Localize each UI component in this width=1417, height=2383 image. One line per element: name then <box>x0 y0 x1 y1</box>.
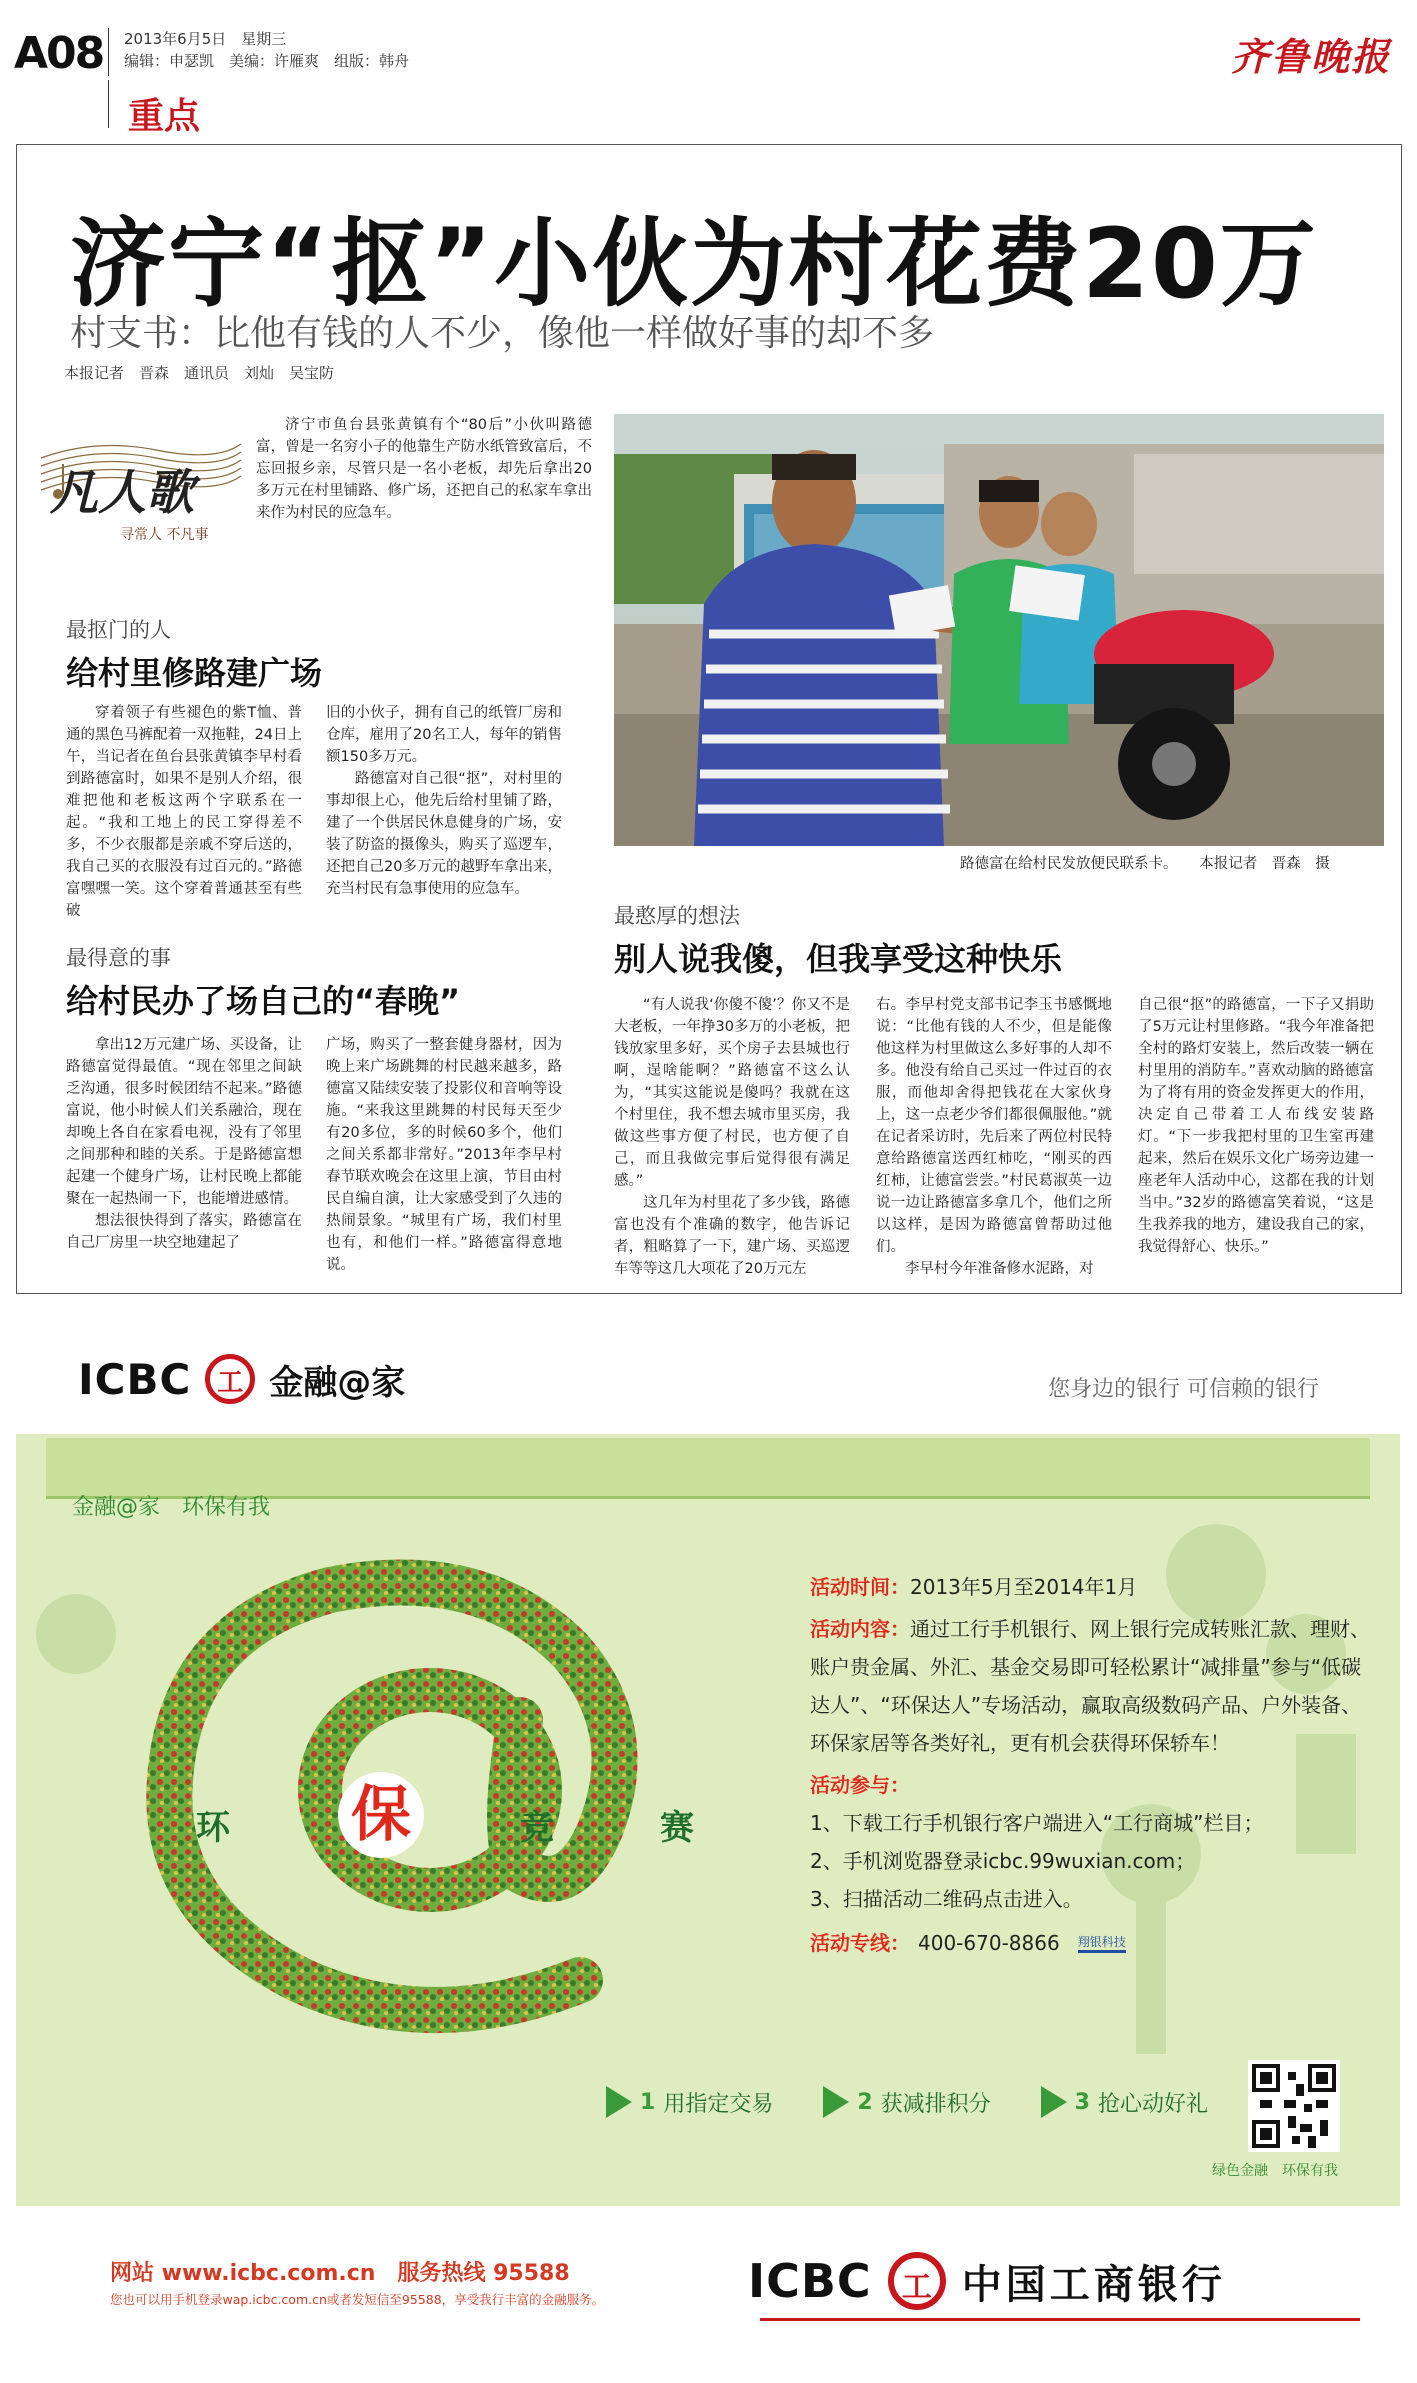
ad-product-name: 金融@家 <box>269 1362 406 1403</box>
step-1 <box>606 2086 773 2118</box>
activity-join-step-3: 3、扫描活动二维码点击进入。 <box>810 1887 1083 1911</box>
icbc-wordmark: ICBC <box>78 1354 192 1404</box>
photo-caption: 路德富在给村民发放便民联系卡。 本报记者 晋森 摄 <box>960 856 1330 872</box>
section1-paragraph: 路德富对自己很“抠”，对村里的事却很上心，他先后给村里铺了路，建了一个供居民休息健身的广场，安装了防盗的摄像头，购买了巡逻车，还把自己20多万元的越野车拿出来，充当村民有急事使用的应急车。 <box>326 771 562 897</box>
icbc-wordmark-bottom: ICBC <box>748 2254 872 2308</box>
icbc-emblem-icon <box>205 1354 255 1404</box>
activity-hotline-row <box>810 1924 1370 1962</box>
section1-kicker: 最抠门的人 <box>66 618 171 642</box>
ad-slogan: 金融@家 环保有我 <box>72 1495 271 1520</box>
contest-char-2: 保 <box>338 1772 424 1858</box>
step-number: 3 <box>1074 2089 1090 2115</box>
section1-paragraph: 穿着领子有些褪色的紫T恤、普通的黑色马裤配着一双拖鞋，24日上午，当记者在鱼台县张黄镇李早村看到路德富时，如果不是别人介绍，很难把他和老板这两个字联系在一起。“我和工地上的民工穿得差不多，不少衣服都是亲戚不穿后送的，我自己买的衣服没有过百元的。”路德富嘿嘿一笑。这个穿着普通甚至有些破 <box>66 705 302 919</box>
activity-content-label: 活动内容： <box>810 1617 910 1641</box>
section2-paragraph: 拿出12万元建广场、买设备，让路德富觉得最值。“现在邻里之间缺乏沟通，很多时候团结不起来。”路德富说，他小时候人们关系融洽，现在却晚上各自在家看电视，没有了邻里之间那种和睦的关系。于是路德富想起建一个健身广场，让村民晚上都能聚在一起热闹一下，也能增进感情。 <box>66 1037 302 1207</box>
bottom-red-rule <box>760 2318 1360 2321</box>
qr-code-graphic <box>1252 2064 1336 2148</box>
section-label: 重点 <box>128 96 201 137</box>
section1-col1 <box>66 702 302 922</box>
activity-join-step-1: 1、下载工行手机银行客户端进入“工行商城”栏目； <box>810 1811 1264 1835</box>
section3-paragraph: 这几年为村里花了多少钱，路德富也没有个准确的数字，他告诉记者，粗略算了一下，建广场、买巡逻车等等这几大项花了20万元左 <box>614 1195 850 1277</box>
activity-join-label: 活动参与： <box>810 1773 910 1797</box>
bank-name: 中国工商银行 <box>961 2261 1226 2308</box>
article-byline: 本报记者 晋森 通讯员 刘灿 吴宝防 <box>64 364 335 382</box>
section3-col1 <box>614 994 850 1280</box>
section3-col2 <box>876 994 1112 1280</box>
column-logo <box>36 420 246 548</box>
step-text: 获减排积分 <box>880 2091 991 2117</box>
activity-time-label: 活动时间： <box>810 1575 910 1599</box>
ad-steps <box>606 2086 1208 2118</box>
ad-website-sub: 您也可以用手机登录wap.icbc.com.cn或者发短信至95588，享受我行丰富的金融服务。 <box>110 2292 605 2307</box>
icbc-emblem-glyph: 工 <box>217 1368 244 1398</box>
activity-join-step-2: 2、手机浏览器登录icbc.99wuxian.com； <box>810 1849 1196 1873</box>
section3-paragraph: 右。李早村党支部书记李玉书感慨地说：“比他有钱的人不少，但是能像他这样为村里做这么多好事的人却不多。他没有给自己买过一件过百的衣服，而他却舍得把钱花在大家伙身上，这一点老少爷们都很佩服他。”就在记者采访时，先后来了两位村民特意给路德富送西红柿吃，“刚买的西红柿，让德富尝尝。”村民葛淑英一边说一边让路德富多拿几个，他们之所以这样，是因为路德富曾帮助过他们。 <box>876 997 1112 1255</box>
section3-col3 <box>1138 994 1374 1258</box>
activity-time-value: 2013年5月至2014年1月 <box>910 1575 1138 1599</box>
article-lead <box>256 414 592 524</box>
at-sign-icon <box>100 1540 740 2040</box>
header-staff: 编辑：申瑟凯 美编：许雁爽 组版：韩舟 <box>124 52 410 70</box>
step-number: 2 <box>857 2089 873 2115</box>
section2-paragraph: 想法很快得到了落实，路德富在自己厂房里一块空地建起了 <box>66 1213 302 1251</box>
contest-char-3: 竞 <box>520 1808 554 1848</box>
paper-name: 齐鲁晚报 <box>1230 34 1391 79</box>
column-logo-sub: 寻常人 不凡事 <box>120 527 209 543</box>
activity-content-value: 通过工行手机银行、网上银行完成转账汇款、理财、账户贵金属、外汇、基金交易即可轻松累计“减排量”参与“低碳达人”、“环保达人”专场活动，赢取高级数码产品、户外装备、环保家居等各类好礼，更有机会获得环保轿车！ <box>810 1617 1370 1755</box>
qr-code-icon[interactable] <box>1248 2060 1340 2152</box>
icbc-emblem-glyph: 工 <box>901 2270 932 2305</box>
section2-paragraph: 广场，购买了一整套健身器材，因为晚上来广场跳舞的村民越来越多，路德富又陆续安装了投影仪和音响等设施。“来我这里跳舞的村民每天至少有20多位，多的时候60多个，他们之间关系都非常好。”2013年李早村春节联欢晚会在这里上演，节目由村民自编自演，让大家感受到了久违的热闹景象。“城里有广场，我们村里也有，和他们一样。”路德富得意地说。 <box>326 1037 562 1273</box>
section2-kicker: 最得意的事 <box>66 946 171 970</box>
ad-website-line: 网站 www.icbc.com.cn 服务热线 95588 <box>110 2261 570 2286</box>
section3-kicker: 最憨厚的想法 <box>614 904 740 928</box>
section3-paragraph: 自己很“抠”的路德富，一下子又捐助了5万元让村里修路。“我今年准备把全村的路灯安装上，然后改装一辆在村里用的消防车。”喜欢动脑的路德富为了将有用的资金发挥更大的作用，决定自己带着工人布线安装路灯。“下一步我把村里的卫生室再建起来，然后在娱乐文化广场旁边建一座老年人活动中心，这都在我的计划当中。”32岁的路德富笑着说，“这是生我养我的地方，建设我自己的家，我觉得舒心、快乐。” <box>1138 997 1374 1255</box>
contest-char-1: 环 <box>196 1808 230 1848</box>
section1-col2 <box>326 702 562 900</box>
column-logo-title: 凡人歌 <box>50 465 195 521</box>
villagers-photo <box>614 414 1384 846</box>
arrow-icon <box>823 2086 849 2118</box>
green-finance-tag: 绿色金融 环保有我 <box>1212 2163 1338 2179</box>
crowd-at-symbol <box>100 1540 740 2040</box>
arrow-icon <box>1041 2086 1067 2118</box>
step-text: 用指定交易 <box>663 2091 774 2117</box>
section3-paragraph: “有人说我‘你傻不傻’？你又不是大老板，一年挣30多万的小老板，把钱放家里多好，买个房子去县城也行啊，逞啥能啊？”路德富不这么认为，“其实这能说是傻吗？我就在这个村里住，我不想去城市里买房，我做这些事方便了村民，也方便了自己，而且我做完事后觉得很有满足感。” <box>614 997 850 1189</box>
step-2 <box>823 2086 990 2118</box>
section1-paragraph: 旧的小伙子，拥有自己的纸管厂房和仓库，雇用了20名工人，每年的销售额150多万元。 <box>326 705 562 765</box>
activity-content-row <box>810 1610 1370 1762</box>
activity-hotline-number: 400-670-8866 <box>918 1931 1060 1955</box>
header-divider <box>108 28 109 76</box>
activity-info <box>810 1568 1370 1962</box>
partner-logo: 翔银科技 <box>1078 1934 1126 1953</box>
section-divider <box>108 80 109 128</box>
contest-char-4: 赛 <box>660 1808 694 1848</box>
news-photo <box>614 414 1384 846</box>
section1-title: 给村里修路建广场 <box>66 654 323 692</box>
step-text: 抢心动好礼 <box>1097 2091 1208 2117</box>
arrow-icon <box>606 2086 632 2118</box>
page-number: A08 <box>14 28 104 79</box>
step-3 <box>1041 2086 1208 2118</box>
icbc-emblem-icon <box>888 2252 946 2310</box>
activity-hotline-label: 活动专线： <box>810 1931 910 1955</box>
activity-time-row <box>810 1568 1370 1606</box>
section3-title: 别人说我傻，但我享受这种快乐 <box>614 940 1063 978</box>
section3-paragraph: 李早村今年准备修水泥路，对 <box>905 1261 1094 1277</box>
lead-paragraph: 济宁市鱼台县张黄镇有个“80后”小伙叫路德富，曾是一名穷小子的他靠生产防水纸管致富后，不忘回报乡亲，尽管只是一名小老板，却先后拿出20多万元在村里铺路、修广场，还把自己的私家车拿出来作为村民的应急车。 <box>256 417 592 521</box>
section2-col2 <box>326 1034 562 1276</box>
article-headline: 济宁“抠”小伙为村花费20万 <box>70 208 1318 320</box>
article-subhead: 村支书：比他有钱的人不少，像他一样做好事的却不多 <box>70 313 935 354</box>
ad-bottom-logo <box>748 2252 1226 2310</box>
ad-tagline: 您身边的银行 可信赖的银行 <box>1048 1377 1319 1402</box>
header-date: 2013年6月5日 星期三 <box>124 30 287 48</box>
ad-top-logo <box>78 1354 405 1404</box>
step-number: 1 <box>640 2089 656 2115</box>
section2-title: 给村民办了场自己的“春晚” <box>66 982 461 1020</box>
section2-col1 <box>66 1034 302 1254</box>
